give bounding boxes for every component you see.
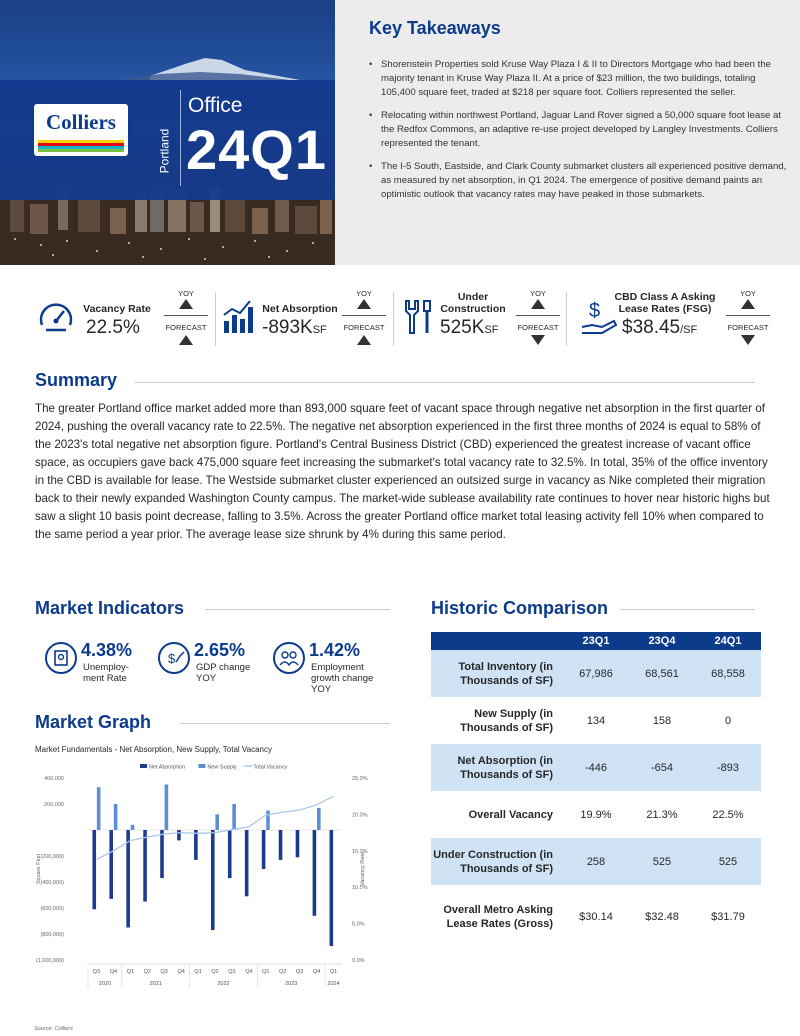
y-right-tick-label: 15.0% xyxy=(352,848,368,855)
x-year-label: 2021 xyxy=(149,981,162,987)
bar-net-absorption xyxy=(143,830,147,902)
logo-wordmark: Colliers xyxy=(46,110,116,134)
historic-comparison-rule xyxy=(620,609,755,610)
column-header xyxy=(431,632,563,650)
kpi-separator xyxy=(393,292,394,346)
row-label: Overall Vacancy xyxy=(468,808,553,821)
forecast-label: FORECAST xyxy=(165,323,207,332)
table-cell: $30.14 xyxy=(579,911,613,923)
logo-stripes xyxy=(38,140,124,152)
bar-net-absorption xyxy=(194,830,198,860)
yoy-label: YOY xyxy=(530,289,546,298)
key-takeaways-title: Key Takeaways xyxy=(369,18,501,38)
table-row xyxy=(431,885,761,949)
bar-net-absorption xyxy=(92,830,96,909)
table-header-row xyxy=(431,632,761,650)
row-label: Under Construction (in Thousands of SF) xyxy=(431,838,563,885)
bar-new-supply xyxy=(215,814,219,830)
chart-source: Source: Colliers xyxy=(34,1026,73,1032)
table-row xyxy=(431,697,761,744)
indicator-value: 1.42% xyxy=(309,640,361,660)
kpi-net-absorption xyxy=(220,287,395,353)
market-fundamentals-chart xyxy=(30,760,370,1036)
column-header: 23Q1 xyxy=(563,632,629,650)
tools-icon xyxy=(398,297,438,337)
column-header: 24Q1 xyxy=(695,632,761,650)
table-cell: 19.9% xyxy=(580,808,612,821)
bar-net-absorption xyxy=(330,830,334,946)
x-tick-label: Q4 xyxy=(312,969,321,975)
legend-label: Total Vacancy xyxy=(253,764,288,771)
x-tick-label: Q4 xyxy=(177,969,185,975)
row-label: Net Absorption (in Thousands of SF) xyxy=(431,744,563,791)
x-year-label: 2024 xyxy=(327,981,340,987)
kpi-label: Net Absorption xyxy=(262,303,338,315)
bar-net-absorption xyxy=(109,830,113,899)
y-left-tick-label: (600,000) xyxy=(40,906,64,912)
x-tick-label: Q1 xyxy=(262,969,270,975)
x-tick-label: Q4 xyxy=(245,969,253,975)
kpi-value: -893KSF xyxy=(262,317,327,338)
market-indicators-title: Market Indicators xyxy=(35,598,185,618)
row-label: New Supply (in Thousands of SF) xyxy=(460,707,553,734)
bar-chart-icon xyxy=(220,297,260,337)
legend-swatch xyxy=(198,764,205,768)
column-header: 23Q4 xyxy=(629,632,695,650)
bar-net-absorption xyxy=(211,830,215,930)
table-row xyxy=(431,791,761,838)
table-row xyxy=(431,838,761,885)
summary-title: Summary xyxy=(35,370,118,390)
sector-label: Office xyxy=(188,94,243,117)
x-tick-label: Q1 xyxy=(126,969,135,975)
summary-rule xyxy=(135,382,755,383)
indicator-label: Employment growth change YOY xyxy=(311,662,374,695)
table-cell: 68,561 xyxy=(629,650,695,697)
kpi-cbd-asking-rate xyxy=(580,287,780,353)
arrow-up-icon xyxy=(741,299,755,309)
y-right-axis-title: Vacancy Rate xyxy=(360,852,366,886)
table-cell: 0 xyxy=(724,714,732,727)
city-label: Portland xyxy=(157,128,172,174)
indicator-label: Unemploy-ment Rate xyxy=(83,662,129,684)
kpi-label: CBD Class A Asking Lease Rates (FSG) xyxy=(614,291,716,315)
x-tick-label: Q4 xyxy=(109,969,118,975)
kpi-label: Vacancy Rate xyxy=(83,303,151,315)
market-graph-title: Market Graph xyxy=(35,712,152,732)
forecast-label: FORECAST xyxy=(343,323,385,332)
kpi-value: 22.5% xyxy=(86,317,140,338)
kpi-divider xyxy=(726,315,770,316)
chart-title: Market Fundamentals - Net Absorption, New Supply, Total Vacancy xyxy=(35,745,273,754)
x-tick-label: Q2 xyxy=(279,969,287,975)
yoy-label: YOY xyxy=(740,289,756,298)
y-right-tick-label: 20.0% xyxy=(352,812,368,819)
bar-net-absorption xyxy=(228,830,232,878)
table-cell: -654 xyxy=(629,744,695,791)
historic-comparison-table xyxy=(431,632,761,949)
list-item: • Relocating within northwest Portland, Jaguar Land Rover signed a 50,000 square foot lease at the Redfox Commons, an adaptive re-use project developed by Langley Investments. Colliers represented the tenant. xyxy=(369,109,787,151)
indicator-value: 4.38% xyxy=(81,640,133,660)
table-cell: 525 xyxy=(629,838,695,885)
arrow-up-icon xyxy=(179,335,193,345)
y-right-tick-label: 25.0% xyxy=(352,776,368,782)
bar-net-absorption xyxy=(262,830,266,869)
yoy-label: YOY xyxy=(178,289,194,298)
bar-new-supply xyxy=(97,787,101,830)
indicator-value: 2.65% xyxy=(194,640,246,660)
y-left-tick-label: (1,000,000) xyxy=(35,958,64,964)
kpi-vacancy-rate xyxy=(36,287,216,353)
y-left-tick-label: (200,000) xyxy=(40,854,64,860)
arrow-up-icon xyxy=(179,299,193,309)
forecast-label: FORECAST xyxy=(517,323,559,332)
table-row xyxy=(431,744,761,791)
x-tick-label: Q3 xyxy=(92,969,101,975)
bar-net-absorption xyxy=(279,830,283,860)
y-left-tick-label: 400,000 xyxy=(44,776,64,782)
table-cell: 134 xyxy=(586,714,606,727)
x-tick-label: Q3 xyxy=(160,969,168,975)
legend-swatch xyxy=(140,764,147,768)
y-right-tick-label: 0.0% xyxy=(352,958,365,964)
gauge-icon xyxy=(36,297,76,337)
y-left-tick-label: (400,000) xyxy=(40,880,64,886)
kpi-value: 525KSF xyxy=(440,317,499,338)
employment-icon xyxy=(273,642,305,674)
table-cell: $32.48 xyxy=(645,911,679,923)
key-takeaways-list xyxy=(369,58,787,211)
kpi-separator xyxy=(566,292,567,346)
bar-net-absorption xyxy=(296,830,300,857)
bar-net-absorption xyxy=(126,830,130,928)
kpi-divider xyxy=(516,315,560,316)
table-cell: 67,986 xyxy=(563,650,629,697)
kpi-divider xyxy=(342,315,386,316)
x-tick-label: Q2 xyxy=(143,969,151,975)
table-cell: -446 xyxy=(563,744,629,791)
legend-label: New Supply xyxy=(207,764,237,771)
table-cell: 68,558 xyxy=(695,650,761,697)
indicator-label: GDP change YOY xyxy=(196,662,251,684)
arrow-up-icon xyxy=(531,299,545,309)
market-indicators-rule xyxy=(205,609,390,610)
hero-image xyxy=(0,0,335,265)
svg-text:$: $ xyxy=(168,651,176,666)
summary-text: The greater Portland office market added more than 893,000 square feet of vacant space through negative net absorption in the first quarter of 2024, pushing the overall vacancy rate to 22.5%. The negative net absorption experienced in the first three months of 2024 is equal to 58% of the 2023's total negative net absorption figure. Portland's Central Business District (CBD) experienced the greatest increase of vacant office space, as occupiers gave back 475,000 square feet increasing the submarket's total vacancy rate to 32.5%. In total, 35% of the office inventory in the CBD is available for lease. The Westside submarket cluster experienced an outsized surge in vacancy as Nike completed their migration back to their newly expanded Washington County campus. The market-wide sublease availability rate continues to hover near historic highs but saw a slight 10 basis point decrease, falling to 3.5%. Across the greater Portland office market total leasing activity fell 10% when compared to the same period a year prior. The average lease size shrunk by 4% during this same period. xyxy=(35,402,770,541)
table-cell: 525 xyxy=(695,838,761,885)
x-tick-label: Q1 xyxy=(329,969,338,975)
historic-comparison-title: Historic Comparison xyxy=(431,598,609,618)
arrow-up-icon xyxy=(357,299,371,309)
x-tick-label: Q3 xyxy=(295,969,304,975)
bar-net-absorption xyxy=(245,830,249,896)
svg-text:$: $ xyxy=(589,300,601,322)
table-cell: $31.79 xyxy=(711,911,745,923)
x-year-label: 2020 xyxy=(98,981,112,987)
table-cell: -893 xyxy=(695,744,761,791)
row-label: Overall Metro Asking Lease Rates (Gross) xyxy=(443,904,553,930)
kpi-label: Under Construction xyxy=(440,291,506,315)
y-left-tick-label: (800,000) xyxy=(40,932,64,938)
period-label: 24Q1 xyxy=(186,118,327,181)
bar-net-absorption xyxy=(177,830,181,840)
x-tick-label: Q1 xyxy=(194,969,202,975)
kpi-value: $38.45/SF xyxy=(622,317,698,338)
arrow-down-icon xyxy=(741,335,755,345)
bar-new-supply xyxy=(266,811,270,831)
table-cell: 21.3% xyxy=(646,808,678,821)
table-cell: 158 xyxy=(652,714,672,727)
arrow-up-icon xyxy=(357,335,371,345)
bar-new-supply xyxy=(165,785,169,831)
kpi-divider xyxy=(164,315,208,316)
market-graph-rule xyxy=(180,723,390,724)
forecast-label: FORECAST xyxy=(727,323,769,332)
kpi-separator xyxy=(215,292,216,346)
table-cell: 258 xyxy=(563,838,629,885)
y-right-tick-label: 5.0% xyxy=(352,921,365,928)
bar-new-supply xyxy=(131,825,135,830)
legend-label: Net Absorption xyxy=(149,764,186,771)
bar-new-supply xyxy=(114,804,118,830)
colliers-logo xyxy=(32,102,130,158)
yoy-label: YOY xyxy=(356,289,372,298)
table-row xyxy=(431,650,761,697)
y-left-tick-label: 200,000 xyxy=(44,802,64,808)
gdp-icon xyxy=(158,642,190,674)
bar-new-supply xyxy=(232,804,236,830)
y-left-axis-title: Square Feet xyxy=(36,853,42,885)
kpi-under-construction xyxy=(398,287,568,353)
y-right-tick-label: 10.0% xyxy=(352,885,368,892)
list-item: • The I-5 South, Eastside, and Clark County submarket clusters all experienced positive demand, as measured by net absorption, in Q1 2024. The emergence of positive demand paints an optimistic outlook that vacancy rates may have peaked in those submarkets. xyxy=(369,160,787,202)
x-year-label: 2023 xyxy=(285,981,298,987)
key-takeaways-panel xyxy=(335,0,800,265)
x-tick-label: Q3 xyxy=(228,969,236,975)
arrow-down-icon xyxy=(531,335,545,345)
x-tick-label: Q2 xyxy=(211,969,219,975)
bar-net-absorption xyxy=(160,830,164,878)
bar-net-absorption xyxy=(313,830,317,916)
row-label: Total Inventory (in Thousands of SF) xyxy=(431,650,563,697)
table-cell: 22.5% xyxy=(712,808,744,821)
x-year-label: 2022 xyxy=(217,981,230,987)
hero-divider xyxy=(180,90,181,186)
unemployment-icon xyxy=(45,642,77,674)
list-item: • Shorenstein Properties sold Kruse Way Plaza I & II to Directors Mortgage who had been the majority tenant in Kruse Way Plaza II. At a price of $23 million, the two buildings, totaling 105,400 square feet, traded at $218 per square foot. Colliers represented the seller. xyxy=(369,58,787,100)
bar-new-supply xyxy=(317,808,321,830)
